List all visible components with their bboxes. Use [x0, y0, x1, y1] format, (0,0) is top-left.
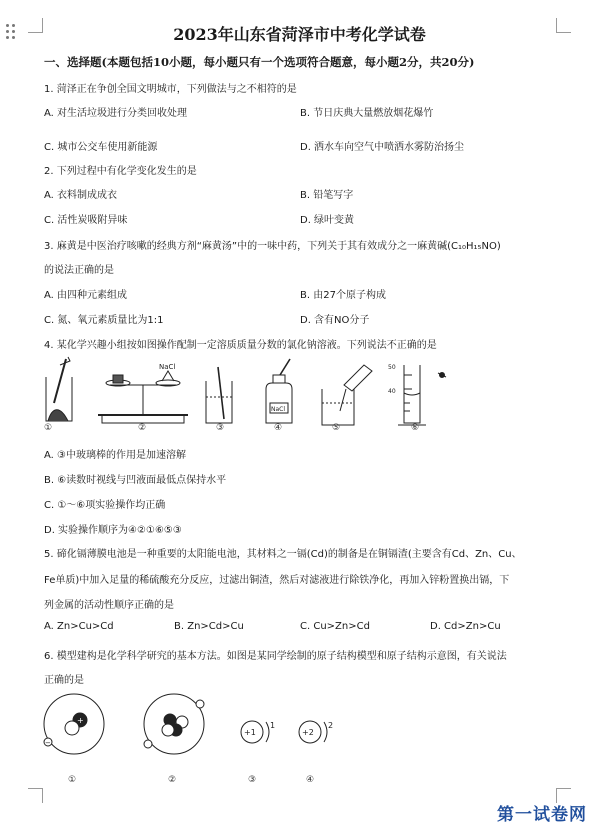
option-c: C. 活性炭吸附异味: [44, 215, 128, 226]
figure-label: ⑥: [411, 423, 420, 433]
question-stem: 5. 碲化镉薄膜电池是一种重要的太阳能电池，其材料之一镉(Cd)的制备是在铜镉渣(主要含有Cd、Zn、Cu、: [44, 549, 522, 560]
option-b: B. 铅笔写字: [300, 190, 354, 201]
option-a: A. Zn>Cu>Cd: [44, 621, 114, 632]
option-c: C. ①～⑥项实验操作均正确: [44, 500, 166, 511]
option-b: B. 由27个原子构成: [300, 290, 386, 301]
question-stem-cont: 正确的是: [44, 675, 84, 686]
figure-label: ④: [306, 775, 315, 785]
question-stem-cont: 的说法正确的是: [44, 265, 114, 276]
option-d: D. 绿叶变黄: [300, 215, 355, 226]
nucleus-charge-3: +1: [244, 728, 256, 737]
question-stem-cont: Fe单质)中加入足量的稀硫酸充分反应，过滤出铜渣，然后对滤液进行除铁净化，再加入锌粉置换出镉，下: [44, 575, 510, 586]
nucleus-charge-4: +2: [302, 728, 314, 737]
question-stem: 1. 菏泽正在争创全国文明城市，下列做法与之不相符的是: [44, 84, 297, 95]
figure-label: ②: [168, 775, 177, 785]
page-corner-mark: [28, 788, 43, 803]
figure-label: ⑤: [332, 423, 341, 433]
nucleus-plus-sign: +: [77, 716, 84, 725]
section-heading: 一、选择题(本题包括10小题，每小题只有一个选项符合题意，每小题2分，共20分): [44, 55, 475, 69]
atom-models-figure: [40, 690, 340, 760]
option-a: A. 衣料制成成衣: [44, 190, 118, 201]
figure-label: ①: [44, 423, 53, 433]
lab-operations-figure: [40, 355, 460, 435]
figure-label: ③: [216, 423, 225, 433]
question-stem-cont: 列金属的活动性顺序正确的是: [44, 600, 174, 611]
shell-count-4: 2: [328, 721, 334, 730]
option-a: A. 由四种元素组成: [44, 290, 128, 301]
option-c: C. Cu>Zn>Cd: [300, 621, 370, 632]
option-d: D. 洒水车向空气中喷洒水雾防治扬尘: [300, 142, 465, 153]
option-b: B. Zn>Cd>Cu: [174, 621, 244, 632]
figure-label: ②: [138, 423, 147, 433]
option-a: A. 对生活垃圾进行分类回收处理: [44, 108, 188, 119]
option-d: D. 含有NO分子: [300, 315, 370, 326]
electron-minus-sign: −: [45, 739, 51, 747]
watermark-logo: 第一试卷网: [497, 805, 587, 825]
option-c: C. 城市公交车使用新能源: [44, 142, 158, 153]
shell-count-3: 1: [270, 721, 276, 730]
page-title: 2023年山东省菏泽市中考化学试卷: [173, 25, 426, 44]
figure-label: ①: [68, 775, 77, 785]
cylinder-mark-50: 50: [388, 364, 396, 371]
question-stem: 2. 下列过程中有化学变化发生的是: [44, 166, 197, 177]
option-b: B. ⑥读数时视线与凹液面最低点保持水平: [44, 475, 227, 486]
option-a: A. ③中玻璃棒的作用是加速溶解: [44, 450, 186, 461]
figure-label: ③: [248, 775, 257, 785]
nacl-label-bottle: NaCl: [271, 406, 286, 413]
question-stem: 3. 麻黄是中医治疗咳嗽的经典方剂“麻黄汤”中的一味中药，下列关于其有效成分之一麻黄碱(C₁₀H₁₅NO): [44, 241, 501, 252]
cylinder-mark-40: 40: [388, 388, 396, 395]
question-stem: 4. 某化学兴趣小组按如图操作配制一定溶质质量分数的氯化钠溶液。下列说法不正确的是: [44, 340, 437, 351]
option-d: D. 实验操作顺序为④②①⑥⑤③: [44, 525, 182, 536]
question-stem: 6. 模型建构是化学科学研究的基本方法。如图是某同学绘制的原子结构模型和原子结构示意图，有关说法: [44, 651, 507, 662]
nacl-label: NaCl: [159, 363, 176, 371]
figure-label: ④: [274, 423, 283, 433]
option-b: B. 节日庆典大量燃放烟花爆竹: [300, 108, 434, 119]
option-d: D. Cd>Zn>Cu: [430, 621, 501, 632]
option-c: C. 氮、氧元素质量比为1:1: [44, 315, 164, 326]
